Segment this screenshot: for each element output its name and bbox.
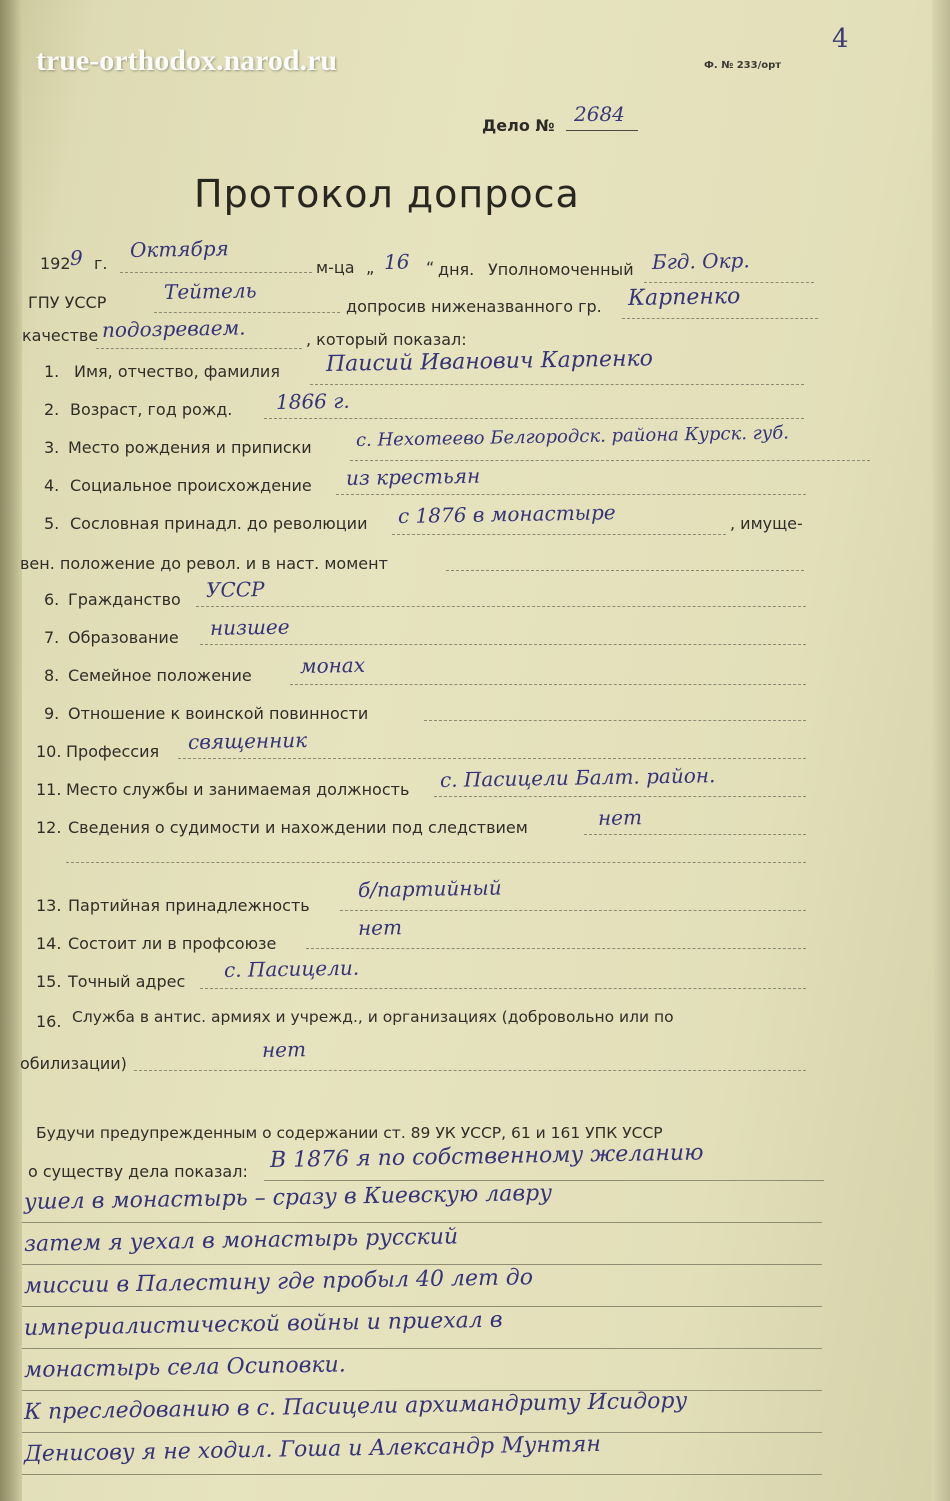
official-label: Уполномоченный <box>488 260 634 279</box>
statement-line: миссии в Палестину где пробыл 40 лет до <box>23 1265 534 1299</box>
item-value: низшее <box>209 614 290 640</box>
statement-rule <box>22 1474 822 1475</box>
item-number: 8. <box>44 666 60 685</box>
month-line <box>120 272 312 273</box>
item-label: Образование <box>68 628 179 647</box>
statement-line: затем я уехал в монастырь русский <box>23 1224 459 1257</box>
item-line <box>434 796 806 797</box>
year-printed: 192 <box>40 254 71 273</box>
item-value: из крестьян <box>345 463 481 490</box>
statement-rule <box>22 1432 822 1433</box>
item-label: Профессия <box>66 742 160 761</box>
item-number: 2. <box>44 400 60 419</box>
item-line <box>290 684 806 685</box>
statement-rule <box>22 1222 822 1223</box>
item-line <box>196 606 806 607</box>
case-number: 2684 <box>574 102 625 126</box>
day-value: 16 <box>383 249 410 274</box>
gpu-line <box>154 312 340 313</box>
year-handwritten: 9 <box>69 245 83 270</box>
item-label: Семейное положение <box>68 666 252 685</box>
month-value: Октября <box>129 236 230 262</box>
day-quote-open: „ <box>366 258 375 277</box>
item-number: 16. <box>36 1012 62 1031</box>
capacity-line <box>96 348 302 349</box>
item-label-second-line: вен. положение до револ. и в наст. момент <box>20 554 388 573</box>
statement-line: империалистической войны и приехал в <box>23 1307 503 1341</box>
statement-line: К преследованию в с. Пасицели архимандриту Исидору <box>23 1388 688 1425</box>
item-label: Партийная принадлежность <box>68 896 310 915</box>
page-edge <box>932 0 950 1501</box>
item-value: нет <box>597 805 643 830</box>
form-number: Ф. № 233/орт <box>704 60 782 71</box>
item-line <box>424 720 806 721</box>
item-number: 14. <box>36 934 62 953</box>
case-underline <box>566 130 638 131</box>
item-label: Отношение к воинской повинности <box>68 704 369 723</box>
item-label: Служба в антис. армиях и учрежд., и организациях (добровольно или по <box>72 1008 674 1026</box>
testified-label: , который показал: <box>306 330 467 349</box>
gpu-label: ГПУ УССР <box>28 293 107 312</box>
item-line <box>392 534 726 535</box>
item-label: Состоит ли в профсоюзе <box>68 934 277 953</box>
item-label: Сословная принадл. до революции <box>70 514 368 533</box>
item-line <box>200 988 806 989</box>
item-number: 5. <box>44 514 60 533</box>
month-label: м-ца <box>316 258 355 277</box>
item-value: с. Пасицели Балт. район. <box>439 763 716 792</box>
item-label: Точный адрес <box>68 972 186 991</box>
gpu-value: Тейтель <box>163 278 257 304</box>
item-value: с. Нехотеево Белгородск. района Курск. губ. <box>355 422 790 451</box>
item-label: Место рождения и приписки <box>68 438 312 457</box>
item-number: 6. <box>44 590 60 609</box>
item-label: Возраст, год рожд. <box>70 400 233 419</box>
official-value: Бгд. Окр. <box>651 248 750 274</box>
item-line <box>584 834 806 835</box>
item-value: нет <box>357 915 403 940</box>
item-line <box>336 494 806 495</box>
interrogated-label: допросив ниженазванного гр. <box>346 297 602 316</box>
statement-line: монастырь села Осиповки. <box>23 1352 346 1383</box>
item-number: 1. <box>44 362 60 381</box>
item-extra-line <box>66 862 806 863</box>
item-number: 12. <box>36 818 62 837</box>
item-number: 4. <box>44 476 60 495</box>
item-line <box>200 644 806 645</box>
item-number: 11. <box>36 780 62 799</box>
interrogated-line <box>622 318 818 319</box>
item-line <box>310 384 804 385</box>
item-value: священник <box>187 727 308 754</box>
item-value: монах <box>299 652 366 678</box>
statement-line: Денисову я не ходил. Гоша и Александр Мунтян <box>23 1431 602 1467</box>
item-value: Паисий Иванович Карпенко <box>325 346 654 377</box>
official-line <box>644 282 814 283</box>
item-line <box>134 1070 806 1071</box>
item-line <box>178 758 806 759</box>
item-label: Место службы и занимаемая должность <box>66 780 410 799</box>
item-value: УССР <box>205 576 265 602</box>
day-quote-close: “ <box>426 258 435 277</box>
item-value: с 1876 в монастыре <box>397 500 616 528</box>
item-label-continued: , имуще- <box>730 514 803 533</box>
statement-rule <box>22 1348 822 1349</box>
case-label: Дело № <box>482 116 555 135</box>
statement-rule <box>22 1264 822 1265</box>
item-label: Имя, отчество, фамилия <box>74 362 280 381</box>
item-number: 3. <box>44 438 60 457</box>
item-number: 10. <box>36 742 62 761</box>
item-line <box>264 418 804 419</box>
interrogated-value: Карпенко <box>627 284 741 311</box>
statement-rule <box>22 1306 822 1307</box>
capacity-label: качестве <box>22 326 99 345</box>
watermark: true-orthodox.narod.ru <box>36 44 338 77</box>
item-value: с. Пасицели. <box>223 955 360 982</box>
page-title: Протокол допроса <box>194 172 580 216</box>
item-value: нет <box>261 1037 307 1062</box>
statement-rule <box>22 1390 822 1391</box>
statement-line: В 1876 я по собственному желанию <box>269 1140 704 1173</box>
item-value: б/партийный <box>357 875 502 902</box>
item-label: Гражданство <box>68 590 181 609</box>
item-line <box>340 910 806 911</box>
capacity-value: подозреваем. <box>101 315 246 342</box>
book-spine <box>0 0 22 1501</box>
day-label: дня. <box>438 260 475 279</box>
item-label-second-line: обилизации) <box>20 1054 127 1073</box>
item-label: Сведения о судимости и нахождении под следствием <box>68 818 528 837</box>
item-number: 7. <box>44 628 60 647</box>
statement-intro: о существу дела показал: <box>28 1162 248 1181</box>
warning-text: Будучи предупрежденным о содержании ст. 89 УК УССР, 61 и 161 УПК УССР <box>36 1124 663 1142</box>
item-line <box>306 948 806 949</box>
year-suffix: г. <box>94 254 108 273</box>
sheet-number: 4 <box>832 24 849 54</box>
item-number: 13. <box>36 896 62 915</box>
item-number: 9. <box>44 704 60 723</box>
item-line <box>350 460 870 461</box>
item-label: Социальное происхождение <box>70 476 312 495</box>
item-line <box>446 570 804 571</box>
item-number: 15. <box>36 972 62 991</box>
item-value: 1866 г. <box>275 388 350 414</box>
statement-line: ушел в монастырь – сразу в Киевскую лавру <box>23 1180 553 1215</box>
